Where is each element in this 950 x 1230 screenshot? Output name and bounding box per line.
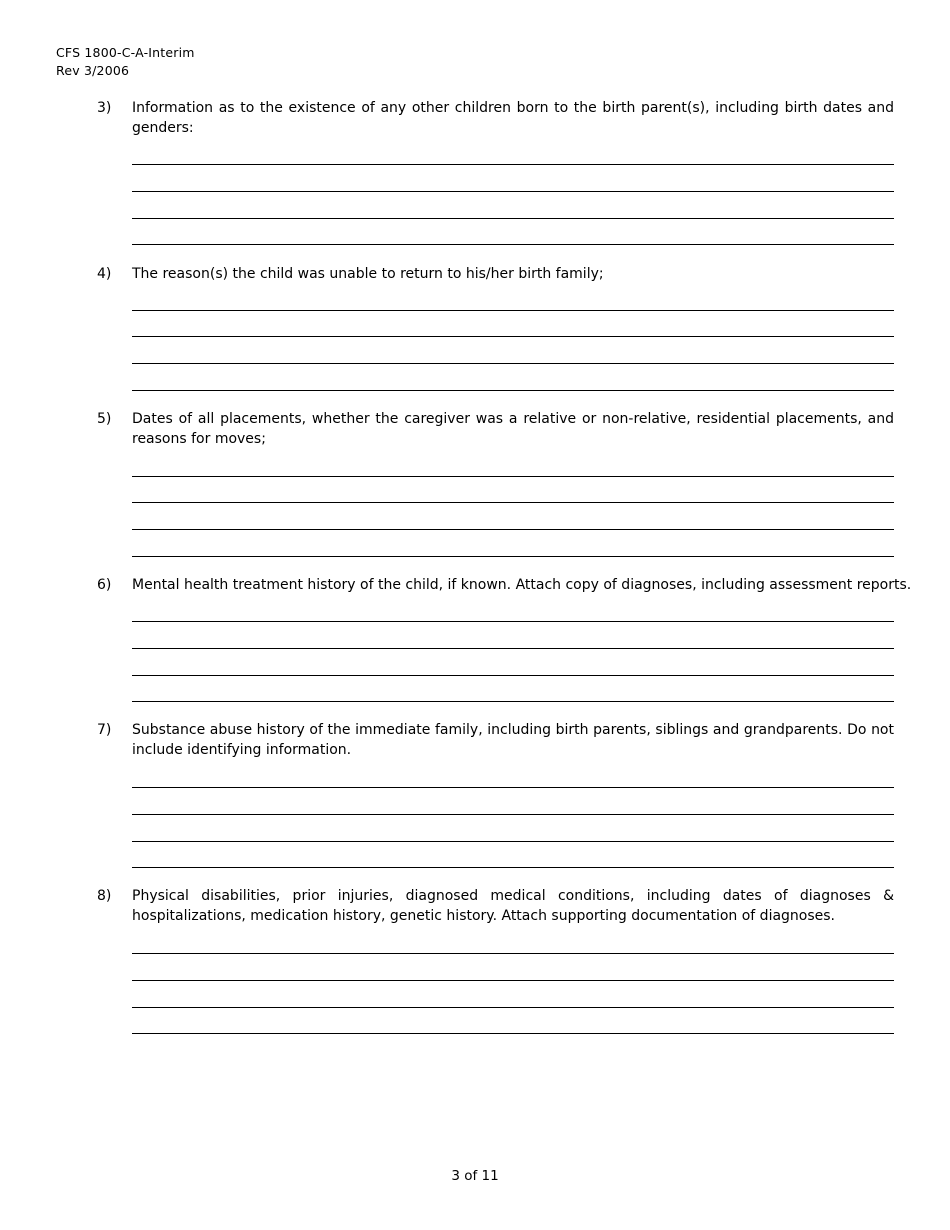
answer-line[interactable] [132, 191, 894, 192]
answer-line[interactable] [132, 621, 894, 622]
answer-line[interactable] [132, 529, 894, 530]
answer-line[interactable] [132, 980, 894, 981]
answer-line[interactable] [132, 701, 894, 702]
answer-line[interactable] [132, 867, 894, 868]
answer-line[interactable] [132, 502, 894, 503]
answer-line[interactable] [132, 675, 894, 676]
form-header [56, 44, 195, 80]
question-number: 8) [97, 888, 112, 904]
answer-line[interactable] [132, 1007, 894, 1008]
form-revision: Rev 3/2006 [56, 63, 130, 78]
answer-line[interactable] [132, 814, 894, 815]
question-number: 4) [97, 266, 112, 282]
answer-line[interactable] [132, 556, 894, 557]
answer-line[interactable] [132, 841, 894, 842]
question-text: Dates of all placements, whether the caregiver was a relative or non-relative, residential placements, and reasons for moves; [132, 411, 894, 447]
question-text: Mental health treatment history of the child, if known. Attach copy of diagnoses, including assessment reports. [132, 577, 912, 593]
answer-line[interactable] [132, 1033, 894, 1034]
answer-line[interactable] [132, 787, 894, 788]
answer-line[interactable] [132, 244, 894, 245]
answer-line[interactable] [132, 390, 894, 391]
question-text: Information as to the existence of any other children born to the birth parent(s), including birth dates and genders: [132, 100, 894, 136]
page-number: 3 of 11 [451, 1168, 499, 1184]
question-number: 7) [97, 722, 112, 738]
question-text: Physical disabilities, prior injuries, diagnosed medical conditions, including dates of diagnoses & hospitalizations, medication history, genetic history. Attach supporting documentation of diagnoses. [132, 888, 894, 924]
answer-line[interactable] [132, 336, 894, 337]
question-number: 5) [97, 411, 112, 427]
answer-line[interactable] [132, 164, 894, 165]
question-text: The reason(s) the child was unable to return to his/her birth family; [132, 266, 604, 282]
answer-line[interactable] [132, 953, 894, 954]
answer-line[interactable] [132, 363, 894, 364]
answer-line[interactable] [132, 218, 894, 219]
answer-line[interactable] [132, 476, 894, 477]
answer-line[interactable] [132, 310, 894, 311]
question-number: 3) [97, 100, 112, 116]
form-id: CFS 1800-C-A-Interim [56, 45, 195, 60]
question-number: 6) [97, 577, 112, 593]
question-text: Substance abuse history of the immediate family, including birth parents, siblings and grandparents. Do not include identifying information. [132, 722, 894, 758]
answer-line[interactable] [132, 648, 894, 649]
